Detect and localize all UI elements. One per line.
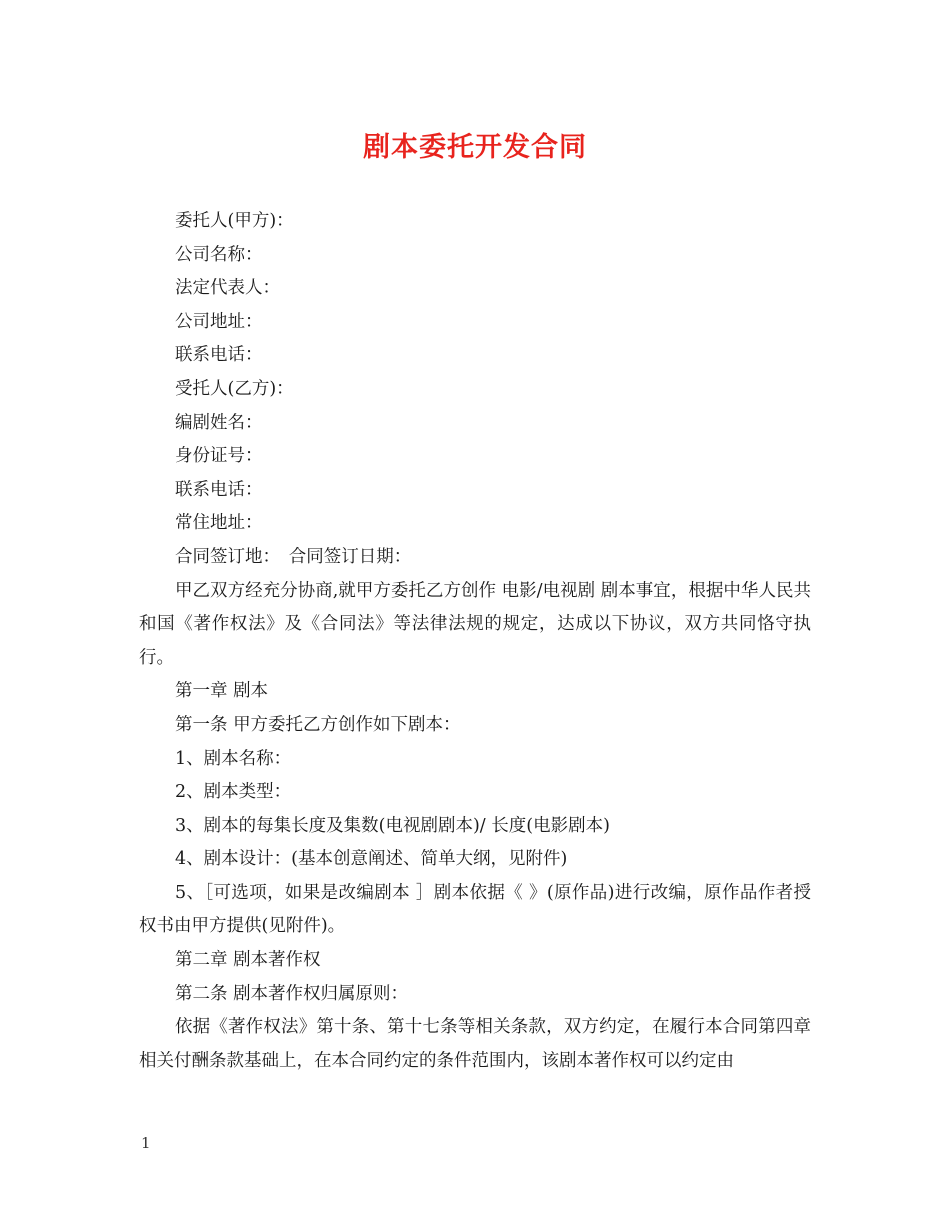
script-name-item: 1、剧本名称： [175, 748, 292, 769]
copyright-clause-paragraph: 依据《著作权法》第十条、第十七条等相关条款，双方约定，在履行本合同第四章相关付酬条款基础上，在本合同约定的条件范围内，该剧本著作权可以约定由 [139, 1017, 811, 1071]
company-address-line: 公司地址： [175, 311, 263, 332]
script-type-item: 2、剧本类型： [175, 782, 292, 803]
party-a-phone-line: 联系电话： [175, 345, 263, 366]
article-1-heading: 第一条 甲方委托乙方创作如下剧本： [175, 714, 461, 735]
chapter-2-heading: 第二章 剧本著作权 [175, 950, 321, 971]
party-b-heading: 受托人(乙方)： [175, 378, 294, 399]
legal-representative-line: 法定代表人： [175, 278, 280, 299]
signing-place-date-line: 合同签订地： 合同签订日期： [175, 546, 412, 567]
page-number: 1 [141, 1134, 151, 1152]
article-2-heading: 第二条 剧本著作权归属原则： [175, 983, 409, 1004]
id-number-line: 身份证号： [175, 446, 263, 467]
script-design-item: 4、剧本设计：(基本创意阐述、简单大纲，见附件) [175, 849, 568, 870]
residence-address-line: 常住地址： [175, 513, 263, 534]
contract-title: 剧本委托开发合同 [363, 132, 587, 163]
company-name-line: 公司名称： [175, 244, 263, 265]
chapter-1-heading: 第一章 剧本 [175, 681, 269, 702]
party-b-phone-line: 联系电话： [175, 479, 263, 500]
script-length-item: 3、剧本的每集长度及集数(电视剧剧本)/ 长度(电影剧本) [175, 815, 610, 836]
preamble-paragraph: 甲乙双方经充分协商,就甲方委托乙方创作 电影/电视剧 剧本事宜，根据中华人民共和国《著作权法》及《合同法》等法律法规的规定，达成以下协议，双方共同恪守执行。 [139, 580, 811, 668]
screenwriter-name-line: 编剧姓名： [175, 412, 263, 433]
party-a-heading: 委托人(甲方)： [175, 211, 294, 231]
contract-body [139, 205, 811, 1078]
adaptation-item: 5、［可选项，如果是改编剧本 ］剧本依据《 》(原作品)进行改编，原作品作者授权书由甲方提供(见附件)。 [139, 882, 811, 937]
